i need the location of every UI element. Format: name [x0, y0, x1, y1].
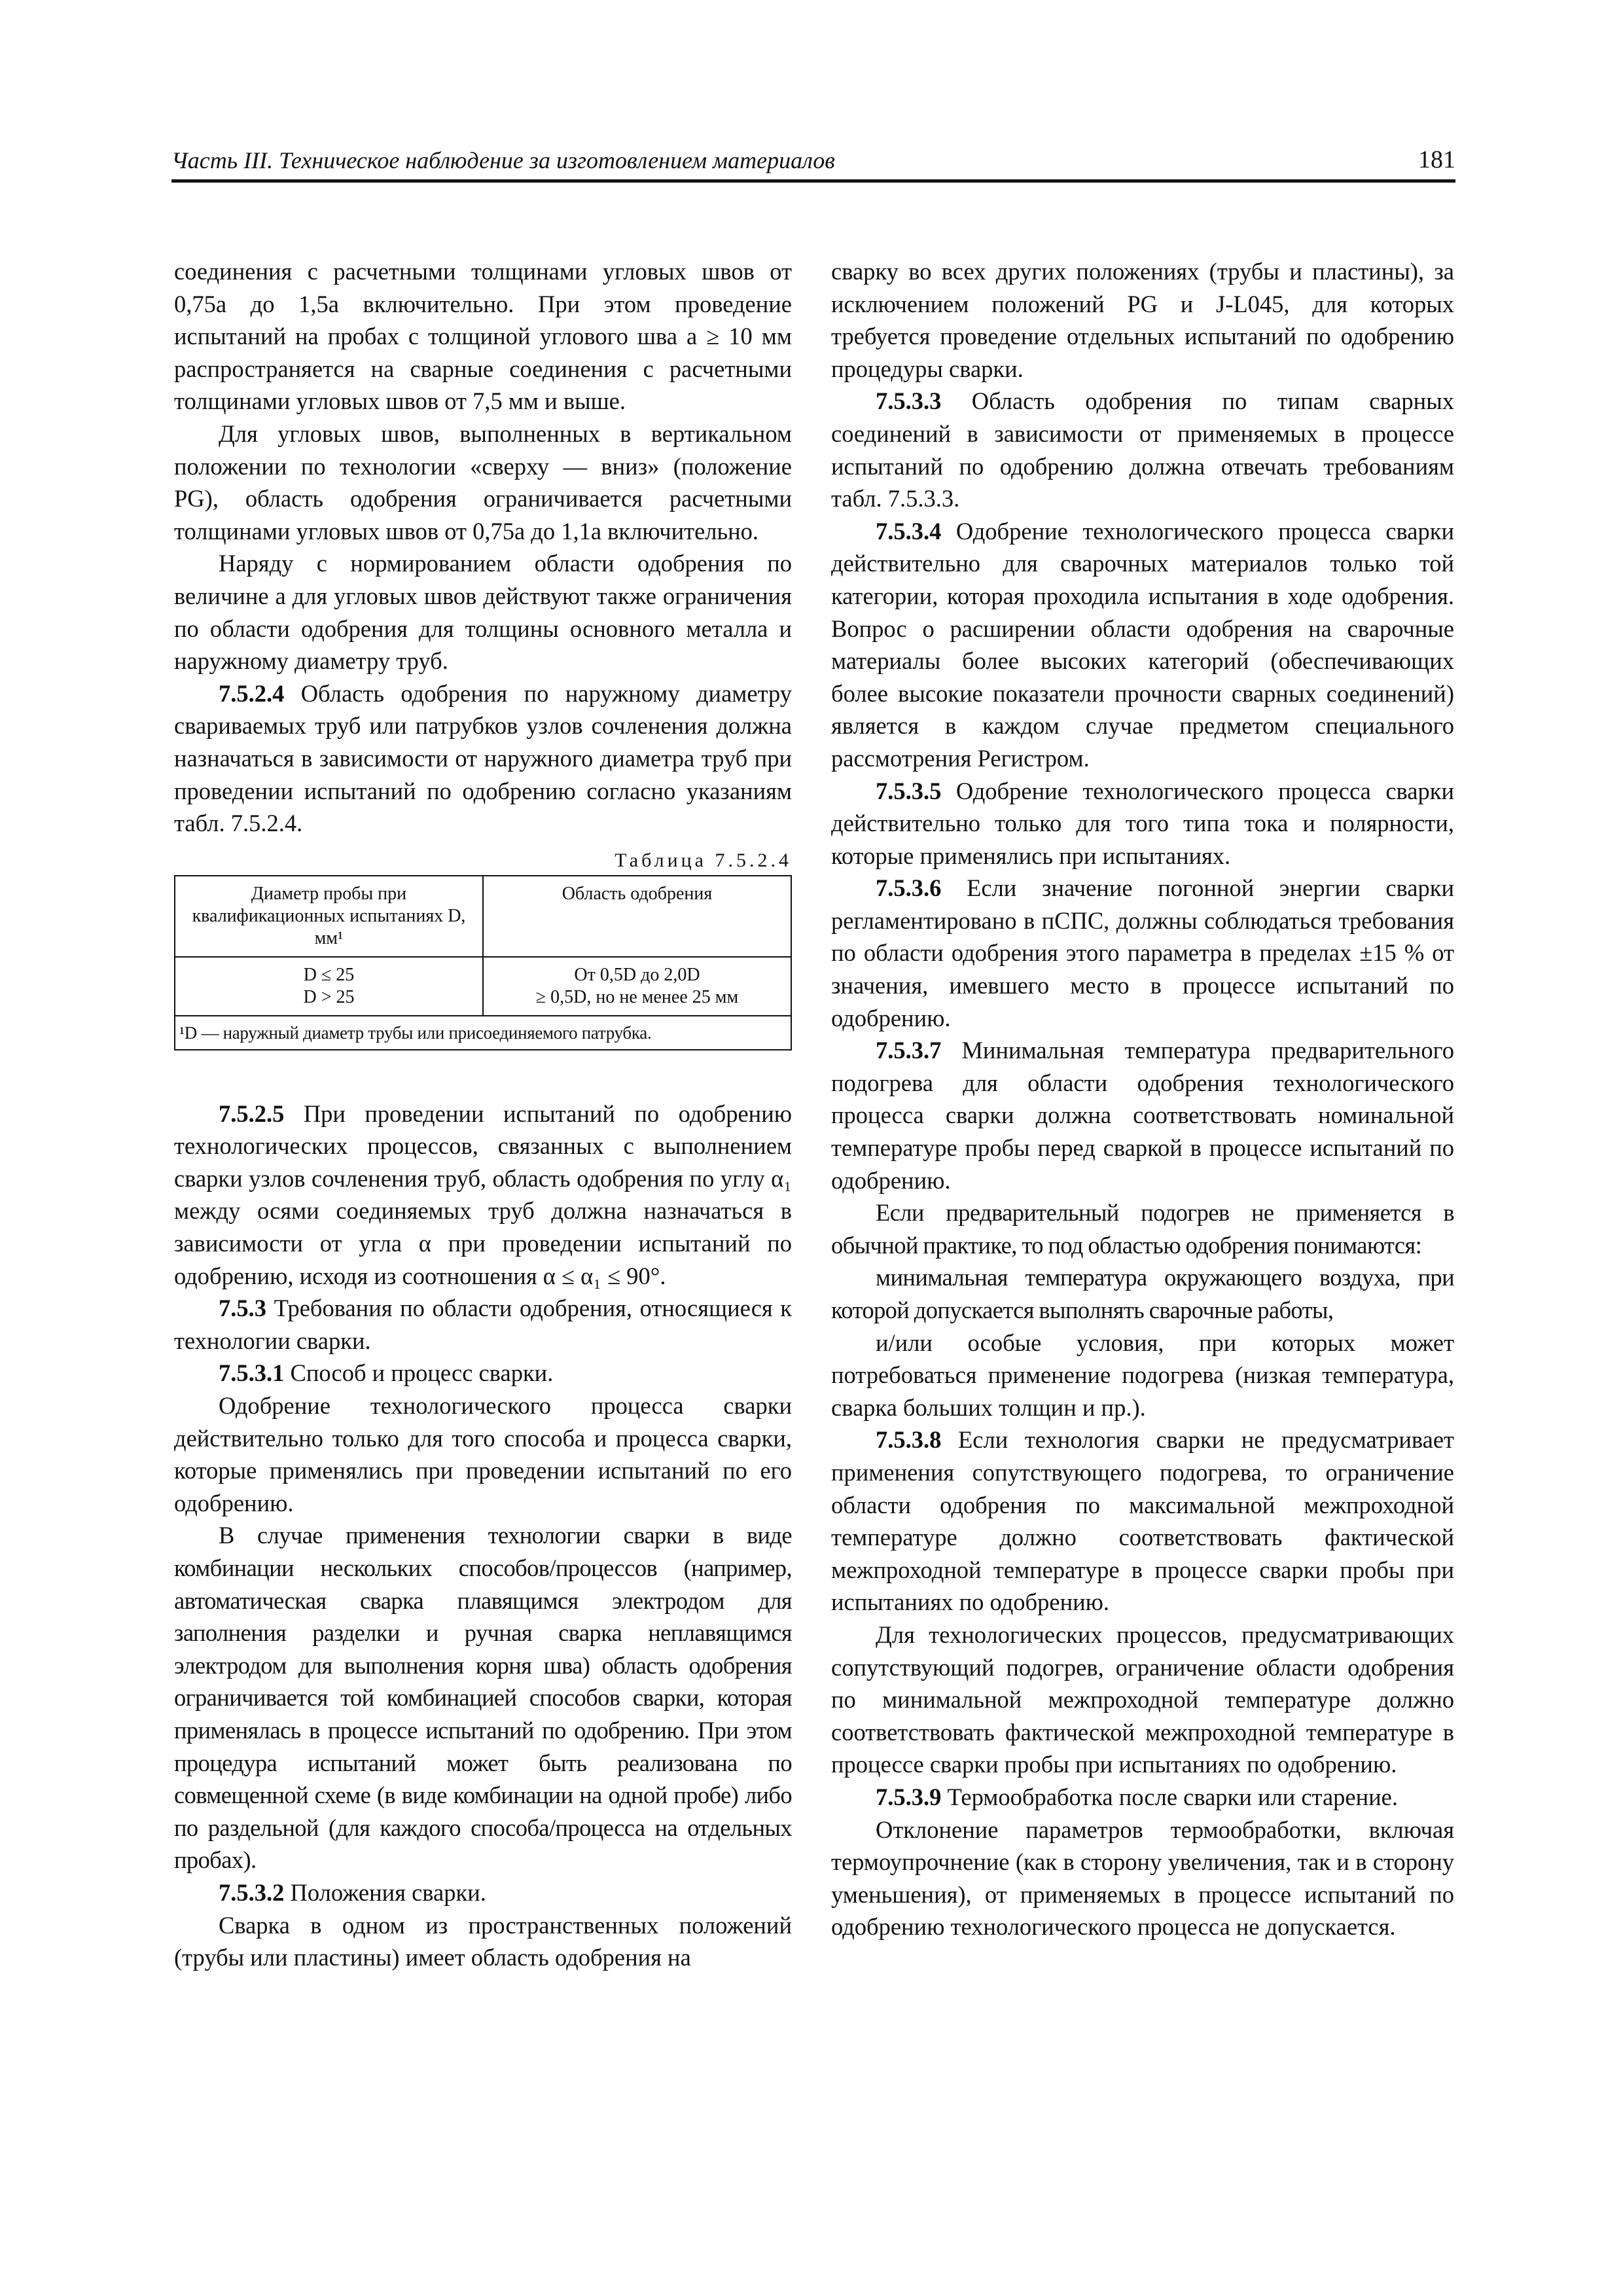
- table-header-cell: Диаметр пробы при квалификационных испытаниях D, мм¹: [175, 876, 483, 957]
- paragraph: В случае применения технологии сварки в виде комбинации нескольких способов/процессов (например, автоматическая сварка плавящимся электродом для заполнения разделки и ручная сварка неплавящимся электродом для выполнения корня шва) область одобрения ограничивается той комбинацией способов сварки, которая применялась в процессе испытаний по одобрению. При этом процедура испытаний может быть реализована по совмещенной схеме (в виде комбинации на одной пробе) либо по раздельной (для каждого способа/процесса на отдельных пробах).: [174, 1522, 792, 1874]
- paragraph: Одобрение технологического процесса сварки действительно только для того способа и процесса сварки, которые применялись при проведении испытаний по его одобрению.: [174, 1392, 792, 1516]
- paragraph-text: Одобрение технологического процесса сварки действительно для сварочных материалов только той категории, которая проходила испытания в ходе одобрения. Вопрос о расширении области одобрения на сварочные материалы более высоких категорий (обеспечивающих более высокие показатели прочности сварных соединений) является в каждом случае предметом специального рассмотрения Регистром.: [831, 517, 1454, 772]
- paragraph-text: Область одобрения по наружному диаметру свариваемых труб или патрубков узлов сочленения должна назначаться в зависимости от наружного диаметра труб при проведении испытаний по одобрению согласно указаниям табл. 7.5.2.4.: [174, 679, 793, 837]
- paragraph-text: Минимальная температура предварительного подогрева для области одобрения технологического процесса сварки должна соответствовать номинальной температуре пробы перед сваркой в процессе испытаний по одобрению.: [831, 1037, 1454, 1194]
- table-header-cell: Область одобрения: [483, 876, 791, 957]
- left-column: [174, 255, 792, 1974]
- table-caption: Таблица 7.5.2.4: [615, 849, 792, 871]
- section-number: 7.5.3.7: [876, 1037, 942, 1064]
- paragraph: Наряду с нормированием области одобрения по величине a для угловых швов действуют также ограничения по области одобрения для толщины основного металла и наружному диаметру труб.: [174, 550, 792, 675]
- paragraph: и/или особые условия, при которых может потребоваться применение подогрева (низкая температура, сварка больших толщин и пр.).: [831, 1329, 1454, 1421]
- running-header-title: Часть III. Техническое наблюдение за изготовлением материалов: [171, 147, 835, 173]
- section-number: 7.5.3.9: [876, 1783, 942, 1810]
- paragraph: минимальная температура окружающего воздуха, при которой допускается выполнять сварочные работы,: [831, 1264, 1454, 1323]
- cell-line: D > 25: [303, 986, 355, 1007]
- paragraph: Если предварительный подогрев не применяется в обычной практике, то под областью одобрения понимаются:: [831, 1199, 1454, 1259]
- paragraph: [831, 1781, 1454, 1814]
- cell-line: От 0,5D до 2,0D: [574, 964, 700, 985]
- paragraph: [831, 775, 1454, 872]
- paragraph-text: Область одобрения по типам сварных соединений в зависимости от применяемых в процессе испытаний по одобрению должна отвечать требованиям табл. 7.5.3.3.: [831, 387, 1454, 512]
- section-number: 7.5.3.2: [219, 1878, 285, 1906]
- section-number: 7.5.2.4: [219, 679, 285, 707]
- section-number: 7.5.3.5: [876, 777, 942, 804]
- paragraph: [174, 677, 792, 840]
- table-cell: [483, 957, 791, 1016]
- paragraph-text: При проведении испытаний по одобрению технологических процессов, связанных с выполнением сварки узлов сочленения труб, область одобрения по углу α₁ между осями соединяемых труб должна назначаться в зависимости от угла α при проведении испытаний по одобрению, исходя из соотношения α ≤ α₁ ≤ 90°.: [174, 1100, 792, 1289]
- paragraph: [831, 1034, 1454, 1196]
- paragraph-text: Положения сварки.: [290, 1878, 486, 1906]
- page-number: 181: [1418, 146, 1455, 173]
- section-number: 7.5.3.1: [219, 1359, 285, 1387]
- paragraph: [831, 872, 1454, 1034]
- section-number: 7.5.3.6: [876, 874, 942, 902]
- cell-line: D ≤ 25: [303, 964, 355, 985]
- paragraph: Отклонение параметров термообработки, включая термоупрочнение (как в сторону увеличения, так и в сторону уменьшения), от применяемых в процессе испытаний по одобрению технологического процесса не допускается.: [831, 1816, 1454, 1941]
- paragraph: Для угловых швов, выполненных в вертикальном положении по технологии «сверху — вниз» (положение PG), область одобрения ограничивается расчетными толщинами угловых швов от 0,75a до 1,1a включительно.: [174, 420, 792, 545]
- section-number: 7.5.3.4: [876, 517, 942, 545]
- paragraph-text: Требования по области одобрения, относящиеся к технологии сварки.: [174, 1295, 793, 1354]
- approval-table: [174, 875, 792, 1050]
- paragraph-text: Если значение погонной энергии сварки регламентировано в пСПС, должны соблюдаться требования по области одобрения этого параметра в пределах ±15 % от значения, имевшего место в процессе испытаний по одобрению.: [831, 874, 1455, 1031]
- table-footnote: ¹D — наружный диаметр трубы или присоединяемого патрубка.: [175, 1016, 791, 1050]
- paragraph: [174, 1292, 792, 1357]
- section-number: 7.5.3.3: [876, 387, 942, 415]
- table-cell: [175, 957, 483, 1016]
- paragraph: [174, 1876, 792, 1909]
- paragraph: [831, 385, 1454, 514]
- paragraph: Для технологических процессов, предусматривающих сопутствующий подогрев, ограничение области одобрения по минимальной межпроходной температуре должно соответствовать фактической межпроходной температуре в процессе сварки пробы при испытаниях по одобрению.: [831, 1621, 1454, 1778]
- cell-line: ≥ 0,5D, но не менее 25 мм: [535, 986, 739, 1007]
- section-number: 7.5.2.5: [219, 1100, 285, 1127]
- section-number: 7.5.3: [219, 1295, 266, 1322]
- paragraph: [174, 1098, 792, 1293]
- paragraph: сварку во всех других положениях (трубы и пластины), за исключением положений PG и J-L045, для которых требуется проведение отдельных испытаний по одобрению процедуры сварки.: [831, 258, 1454, 382]
- paragraph-text: Термообработка после сварки или старение.: [947, 1783, 1398, 1810]
- paragraph: [831, 1424, 1454, 1619]
- paragraph: Сварка в одном из пространственных положений (трубы или пластины) имеет область одобрения на: [174, 1911, 792, 1971]
- paragraph: [174, 1357, 792, 1390]
- paragraph: [831, 515, 1454, 775]
- section-number: 7.5.3.8: [876, 1426, 942, 1454]
- paragraph: соединения с расчетными толщинами угловых швов от 0,75a до 1,5a включительно. При этом проведение испытаний на пробах с толщиной углового шва a ≥ 10 мм распространяется на сварные соединения с расчетными толщинами угловых швов от 7,5 мм и выше.: [174, 258, 792, 415]
- right-column: [831, 255, 1454, 1943]
- paragraph-text: Если технология сварки не предусматривает применения сопутствующего подогрева, то ограничение области одобрения по максимальной межпроходной температуре должно соответствовать фактической межпроходной температуре в процессе сварки пробы при испытаниях по одобрению.: [831, 1426, 1455, 1616]
- paragraph-text: Способ и процесс сварки.: [290, 1359, 554, 1387]
- running-header: [171, 137, 1455, 183]
- paragraph-text: Одобрение технологического процесса сварки действительно только для того типа тока и полярности, которые применялись при испытаниях.: [831, 777, 1454, 869]
